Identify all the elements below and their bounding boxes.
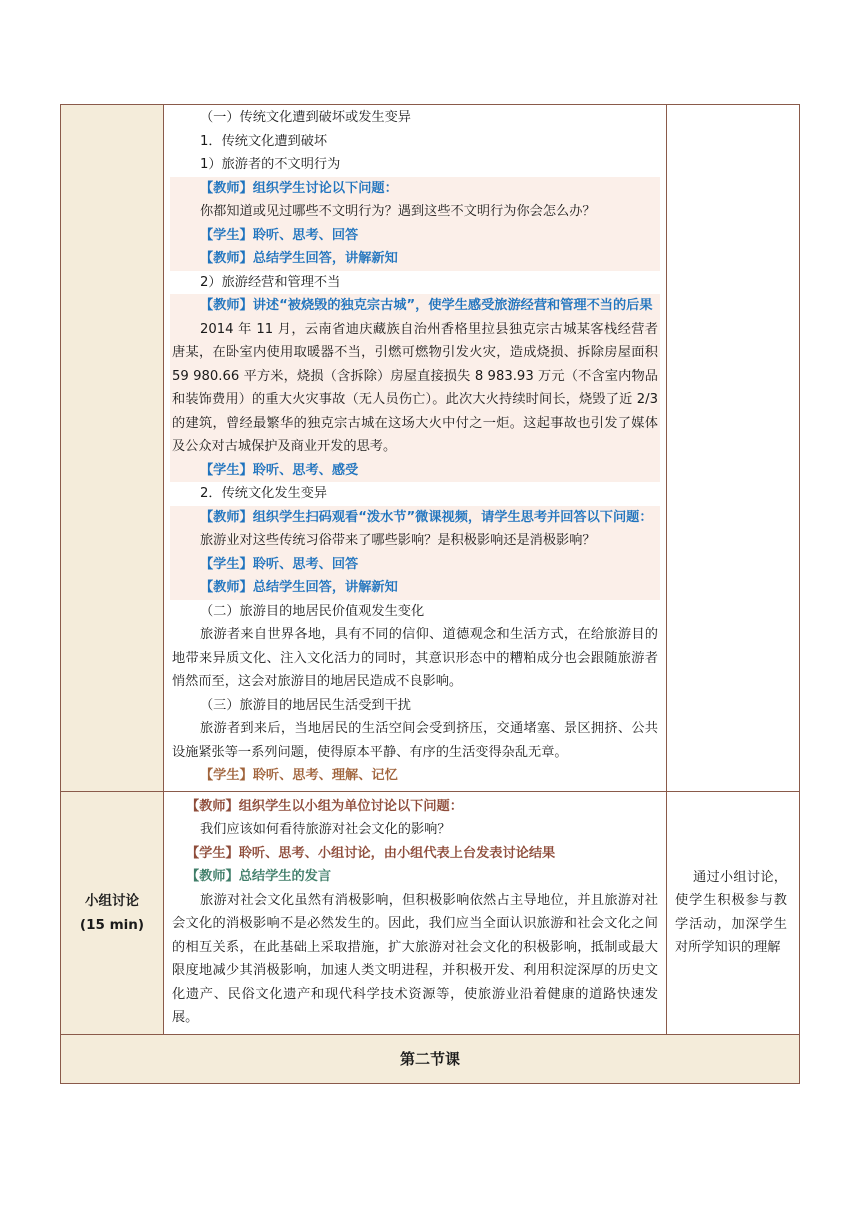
activity-block — [170, 506, 660, 600]
stage-cell — [61, 105, 164, 791]
teacher-activity: 【教师】组织学生讨论以下问题： — [200, 180, 398, 196]
activity-block — [170, 177, 660, 271]
subsection-heading: 1．传统文化遭到破坏 — [200, 133, 328, 149]
stage-duration: (15 min) — [79, 916, 145, 933]
section-heading: （二）旅游目的地居民价值观发生变化 — [200, 603, 425, 619]
case-paragraph: 2014 年 11 月，云南省迪庆藏族自治州香格里拉县独克宗古城某客栈经营者唐某，在卧室内使用取暖器不当，引燃可燃物引发火灾，造成烧损、拆除房屋面积 59 980.66 平方米，烧损（含拆除）房屋直接损失 8 983.93 万元（不含室内物品和装饰费用）的重大火灾事故（无人员伤亡）。此次大火持续时间长，烧毁了近 2/3 的建筑，曾经最繁华的独克宗古城在这场大火中付之一炬。这起事故也引发了媒体及公众对古城保护及商业开发的思考。 — [172, 321, 658, 454]
teacher-activity: 【教师】组织学生以小组为单位讨论以下问题： — [186, 798, 463, 814]
discussion-question: 你都知道或见过哪些不文明行为？遇到这些不文明行为你会怎么办？ — [200, 204, 596, 219]
student-activity: 【学生】聆听、思考、感受 — [200, 462, 359, 478]
body-paragraph: 旅游者到来后，当地居民的生活空间会受到挤压，交通堵塞、景区拥挤、公共设施紧张等一系列问题，使得原本平静、有序的生活变得杂乱无章。 — [172, 721, 658, 760]
stage-title: 小组讨论 — [85, 892, 139, 909]
student-activity: 【学生】聆听、思考、回答 — [200, 227, 359, 243]
teacher-activity: 【教师】总结学生回答，讲解新知 — [200, 580, 398, 595]
item-heading: 1）旅游者的不文明行为 — [200, 157, 341, 172]
content-row — [61, 105, 799, 792]
teacher-activity: 【教师】讲述“被烧毁的独克宗古城”，使学生感受旅游经营和管理不当的后果 — [200, 298, 653, 313]
body-paragraph: 旅游者来自世界各地，具有不同的信仰、道德观念和生活方式，在给旅游目的地带来异质文化、注入文化活力的同时，其意识形态中的糟粕成分也会跟随旅游者悄然而至，这会对旅游目的地居民造成不良影响。 — [172, 627, 658, 689]
lesson-label: 第二节课 — [399, 1050, 460, 1068]
teaching-content-cell — [164, 105, 667, 791]
lesson-table — [60, 104, 800, 1084]
design-intent-cell — [667, 792, 799, 1034]
item-heading: 2）旅游经营和管理不当 — [200, 274, 341, 290]
teaching-content-cell — [164, 792, 667, 1034]
teacher-activity: 【教师】组织学生扫码观看“泼水节”微课视频，请学生思考并回答以下问题： — [200, 509, 653, 525]
teacher-activity: 【教师】总结学生回答，讲解新知 — [200, 251, 398, 266]
subsection-heading: 2．传统文化发生变异 — [200, 486, 328, 501]
student-activity: 【学生】聆听、思考、理解、记忆 — [200, 768, 398, 783]
discussion-question: 旅游业对这些传统习俗带来了哪些影响？是积极影响还是消极影响？ — [200, 533, 596, 548]
teacher-activity: 【教师】总结学生的发言 — [186, 869, 332, 884]
activity-block — [170, 294, 660, 482]
summary-paragraph: 旅游对社会文化虽然有消极影响，但积极影响依然占主导地位，并且旅游对社会文化的消极影响不是必然发生的。因此，我们应当全面认识旅游和社会文化之间的相互关系，在此基础上采取措施，扩大旅游对社会文化的积极影响，抵制或最大限度地减少其消极影响，加速人类文明进程，并积极开发、利用积淀深厚的历史文化遗产、民俗文化遗产和现代科学技术资源等，使旅游业沿着健康的道路快速发展。 — [172, 892, 658, 1025]
stage-cell — [61, 792, 164, 1034]
section-heading: （三）旅游目的地居民生活受到干扰 — [200, 697, 411, 713]
design-intent-cell — [667, 105, 799, 791]
discussion-question: 我们应该如何看待旅游对社会文化的影响？ — [200, 822, 451, 837]
student-activity: 【学生】聆听、思考、回答 — [200, 556, 359, 572]
design-intent-text: 通过小组讨论，使学生积极参与教学活动，加深学生对所学知识的理解 — [675, 869, 787, 955]
student-activity: 【学生】聆听、思考、小组讨论，由小组代表上台发表讨论结果 — [186, 845, 556, 861]
next-lesson-header — [61, 1035, 799, 1083]
section-heading: （一）传统文化遭到破坏或发生变异 — [200, 110, 411, 125]
group-discussion-row — [61, 792, 799, 1035]
